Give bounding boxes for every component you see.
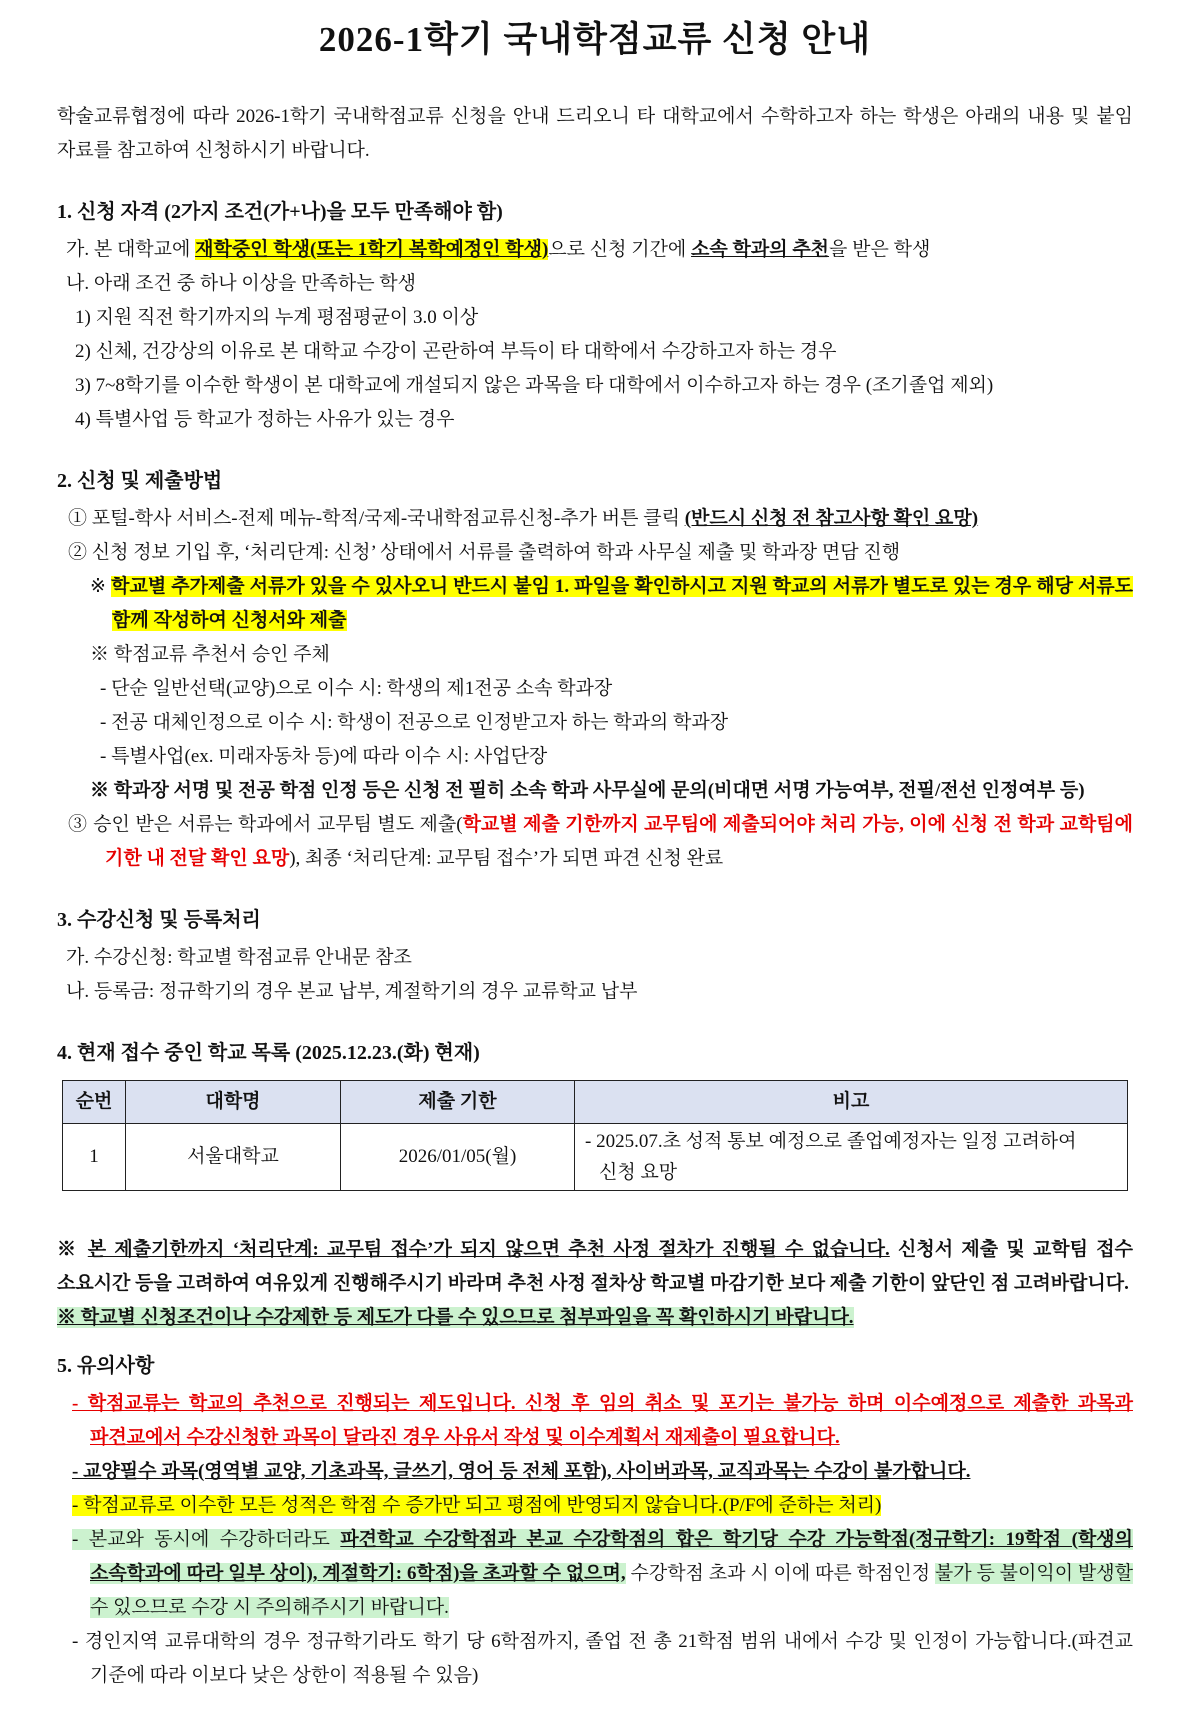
approver-note-title: ※ 학점교류 추천서 승인 주체 bbox=[90, 644, 330, 665]
eligibility-condition-1: 1) 지원 직전 학기까지의 누계 평점평균이 3.0 이상 bbox=[75, 307, 479, 328]
table-header-row bbox=[63, 1081, 1128, 1124]
highlighted-conditions-text: ※ 학교별 신청조건이나 수강제한 등 제도가 다를 수 있으므로 첨부파일을 꼭 확인하시기 바랍니다. bbox=[57, 1307, 854, 1328]
additional-docs-note bbox=[90, 570, 1133, 638]
approver-case-2: - 전공 대체인정으로 이수 시: 학생이 전공으로 인정받고자 하는 학과의 학과장 bbox=[100, 712, 729, 733]
highlighted-grade-policy-text: - 학점교류로 이수한 모든 성적은 학점 수 증가만 되고 평점에 반영되지 않습니다.(P/F에 준하는 처리) bbox=[72, 1495, 882, 1516]
intro-paragraph: 학술교류협정에 따라 2026-1학기 국내학점교류 신청을 안내 드리오니 타 대학교에서 수학하고자 하는 학생은 아래의 내용 및 붙임 자료를 참고하여 신청하시기 바랍니다. bbox=[57, 106, 1133, 161]
approver-case-1: - 단순 일반선택(교양)으로 이수 시: 학생의 제1전공 소속 학과장 bbox=[100, 678, 613, 699]
caution-item-4 bbox=[72, 1523, 1133, 1625]
eligibility-condition-4: 4) 특별사업 등 학교가 정하는 사유가 있는 경우 bbox=[75, 409, 455, 430]
cell-no: 1 bbox=[63, 1124, 126, 1191]
text-segment: 가. 본 대학교에 bbox=[66, 239, 196, 260]
apply-step-3 bbox=[68, 808, 1133, 876]
reference-mark: ※ bbox=[57, 1239, 88, 1260]
credit-limit-text: 파견학교 수강학점과 본교 수강학점의 합은 학기당 수강 가능학점(정규학기: 19학점 (학생의 소속학과에 따라 일부 상이), 계절학기: 6학점)을 초과할 수 없으며, bbox=[90, 1529, 1133, 1584]
cell-university: 서울대학교 bbox=[126, 1124, 341, 1191]
apply-step-1 bbox=[68, 502, 1133, 536]
section-2-heading: 2. 신청 및 제출방법 bbox=[57, 470, 223, 492]
text-segment: ① 포털-학사 서비스-전제 메뉴-학적/국제-국내학점교류신청-추가 버튼 클릭 bbox=[68, 508, 685, 529]
column-header-deadline: 제출 기한 bbox=[341, 1081, 575, 1124]
text-segment: - 본교와 동시에 수강하더라도 bbox=[72, 1529, 341, 1550]
section-1-heading: 1. 신청 자격 (2가지 조건(가+나)을 모두 만족해야 함) bbox=[57, 201, 503, 223]
eligibility-condition-3: 3) 7~8학기를 이수한 학생이 본 대학교에 개설되지 않은 과목을 타 대학에서 이수하고자 하는 경우 (조기졸업 제외) bbox=[75, 375, 994, 396]
approver-case-3: - 특별사업(ex. 미래자동차 등)에 따라 이수 시: 사업단장 bbox=[100, 746, 548, 767]
signature-note: ※ 학과장 서명 및 전공 학점 인정 등은 신청 전 필히 소속 학과 사무실에 문의(비대면 서명 가능여부, 전필/전선 인정여부 등) bbox=[90, 780, 1085, 801]
department-recommendation-text: 소속 학과의 추천 bbox=[691, 239, 830, 260]
document-title: 2026-1학기 국내학점교류 신청 안내 bbox=[318, 20, 872, 59]
school-list-table bbox=[62, 1080, 1128, 1191]
school-conditions-note bbox=[57, 1301, 1133, 1335]
check-before-apply-text: (반드시 신청 전 참고사항 확인 요망) bbox=[684, 508, 979, 529]
apply-step-2: ② 신청 정보 기입 후, ‘처리단계: 신청’ 상태에서 서류를 출력하여 학과 사무실 제출 및 학과장 면담 진행 bbox=[68, 542, 901, 563]
cell-deadline: 2026/01/05(월) bbox=[341, 1124, 575, 1191]
deadline-warning-text: 학교별 제출 기한까지 교무팀에 제출되어야 처리 가능, 이에 신청 전 학과 교학팀에 기한 내 전달 확인 요망 bbox=[105, 814, 1133, 869]
reference-mark: ※ bbox=[90, 576, 112, 597]
cell-remarks: - 2025.07.초 성적 통보 예정으로 졸업예정자는 일정 고려하여 신청 요망 bbox=[575, 1124, 1128, 1191]
highlighted-enrolled-student-text: 재학중인 학생(또는 1학기 복학예정인 학생) bbox=[195, 239, 549, 260]
eligibility-condition-2: 2) 신체, 건강상의 이유로 본 대학교 수강이 곤란하여 부득이 타 대학에서 수강하고자 하는 경우 bbox=[75, 341, 837, 362]
section-5-heading: 5. 유의사항 bbox=[57, 1355, 155, 1377]
deadline-process-underlined-text: 본 제출기한까지 ‘처리단계: 교무팀 접수’가 되지 않으면 추천 사정 절차가 진행될 수 없습니다. bbox=[87, 1239, 890, 1260]
text-segment: 을 받은 학생 bbox=[829, 239, 931, 260]
caution-item-1 bbox=[72, 1387, 1133, 1455]
section-4-heading: 4. 현재 접수 중인 학교 목록 (2025.12.23.(화) 현재) bbox=[57, 1042, 480, 1064]
caution-item-3 bbox=[72, 1489, 1133, 1523]
registration-item-na: 나. 등록금: 정규학기의 경우 본교 납부, 계절학기의 경우 교류학교 납부 bbox=[66, 981, 638, 1002]
table-row bbox=[63, 1124, 1128, 1191]
caution-item-5: - 경인지역 교류대학의 경우 정규학기라도 학기 당 6학점까지, 졸업 전 총 21학점 범위 내에서 수강 및 인정이 가능합니다.(파견교 기준에 따라 이보다 낮은 상한이 적용될 수 있음) bbox=[72, 1631, 1133, 1686]
section-3-heading: 3. 수강신청 및 등록처리 bbox=[57, 909, 261, 931]
eligibility-item-ga bbox=[66, 233, 1133, 267]
restricted-courses-text: - 교양필수 과목(영역별 교양, 기초과목, 글쓰기, 영어 등 전체 포함), 사이버과목, 교직과목는 수강이 불가합니다. bbox=[72, 1461, 971, 1482]
text-segment: ), 최종 ‘처리단계: 교무팀 접수’가 되면 파견 신청 완료 bbox=[289, 848, 724, 869]
eligibility-item-na: 나. 아래 조건 중 하나 이상을 만족하는 학생 bbox=[66, 273, 417, 294]
text-segment: 신청서 제출 및 교학팀 접수 소요시간 등을 고려하여 여유있게 진행해주시기 바라며 추천 사정 절차상 학교별 마감기한 보다 제출 기한이 앞단인 점 고려바랍니다. bbox=[57, 1239, 1133, 1294]
registration-item-ga: 가. 수강신청: 학교별 학점교류 안내문 참조 bbox=[66, 947, 412, 968]
column-header-university: 대학명 bbox=[126, 1081, 341, 1124]
column-header-remarks: 비고 bbox=[575, 1081, 1128, 1124]
column-header-no: 순번 bbox=[63, 1081, 126, 1124]
deadline-process-note bbox=[57, 1233, 1133, 1301]
highlighted-disadvantage-text: 불가 등 불이익이 발생할 수 있으므로 수강 시 주의해주시기 바랍니다. bbox=[90, 1563, 1133, 1618]
text-segment: 으로 신청 기간에 bbox=[548, 239, 692, 260]
text-segment: ③ 승인 받은 서류는 학과에서 교무팀 별도 제출( bbox=[68, 814, 463, 835]
caution-item-2 bbox=[72, 1455, 1133, 1489]
highlighted-additional-docs-text: 학교별 추가제출 서류가 있을 수 있사오니 반드시 붙임 1. 파일을 확인하시고 지원 학교의 서류가 별도로 있는 경우 해당 서류도 함께 작성하여 신청서와 제출 bbox=[111, 576, 1134, 631]
no-cancel-warning-text: - 학점교류는 학교의 추천으로 진행되는 제도입니다. 신청 후 임의 취소 및 포기는 불가능 하며 이수예정으로 제출한 과목과 파견교에서 수강신청한 과목이 달라진 경우 사유서 작성 및 이수계획서 재제출이 필요합니다. bbox=[72, 1393, 1133, 1448]
text-segment: 수강학점 초과 시 이에 따른 학점인정 bbox=[625, 1563, 935, 1584]
